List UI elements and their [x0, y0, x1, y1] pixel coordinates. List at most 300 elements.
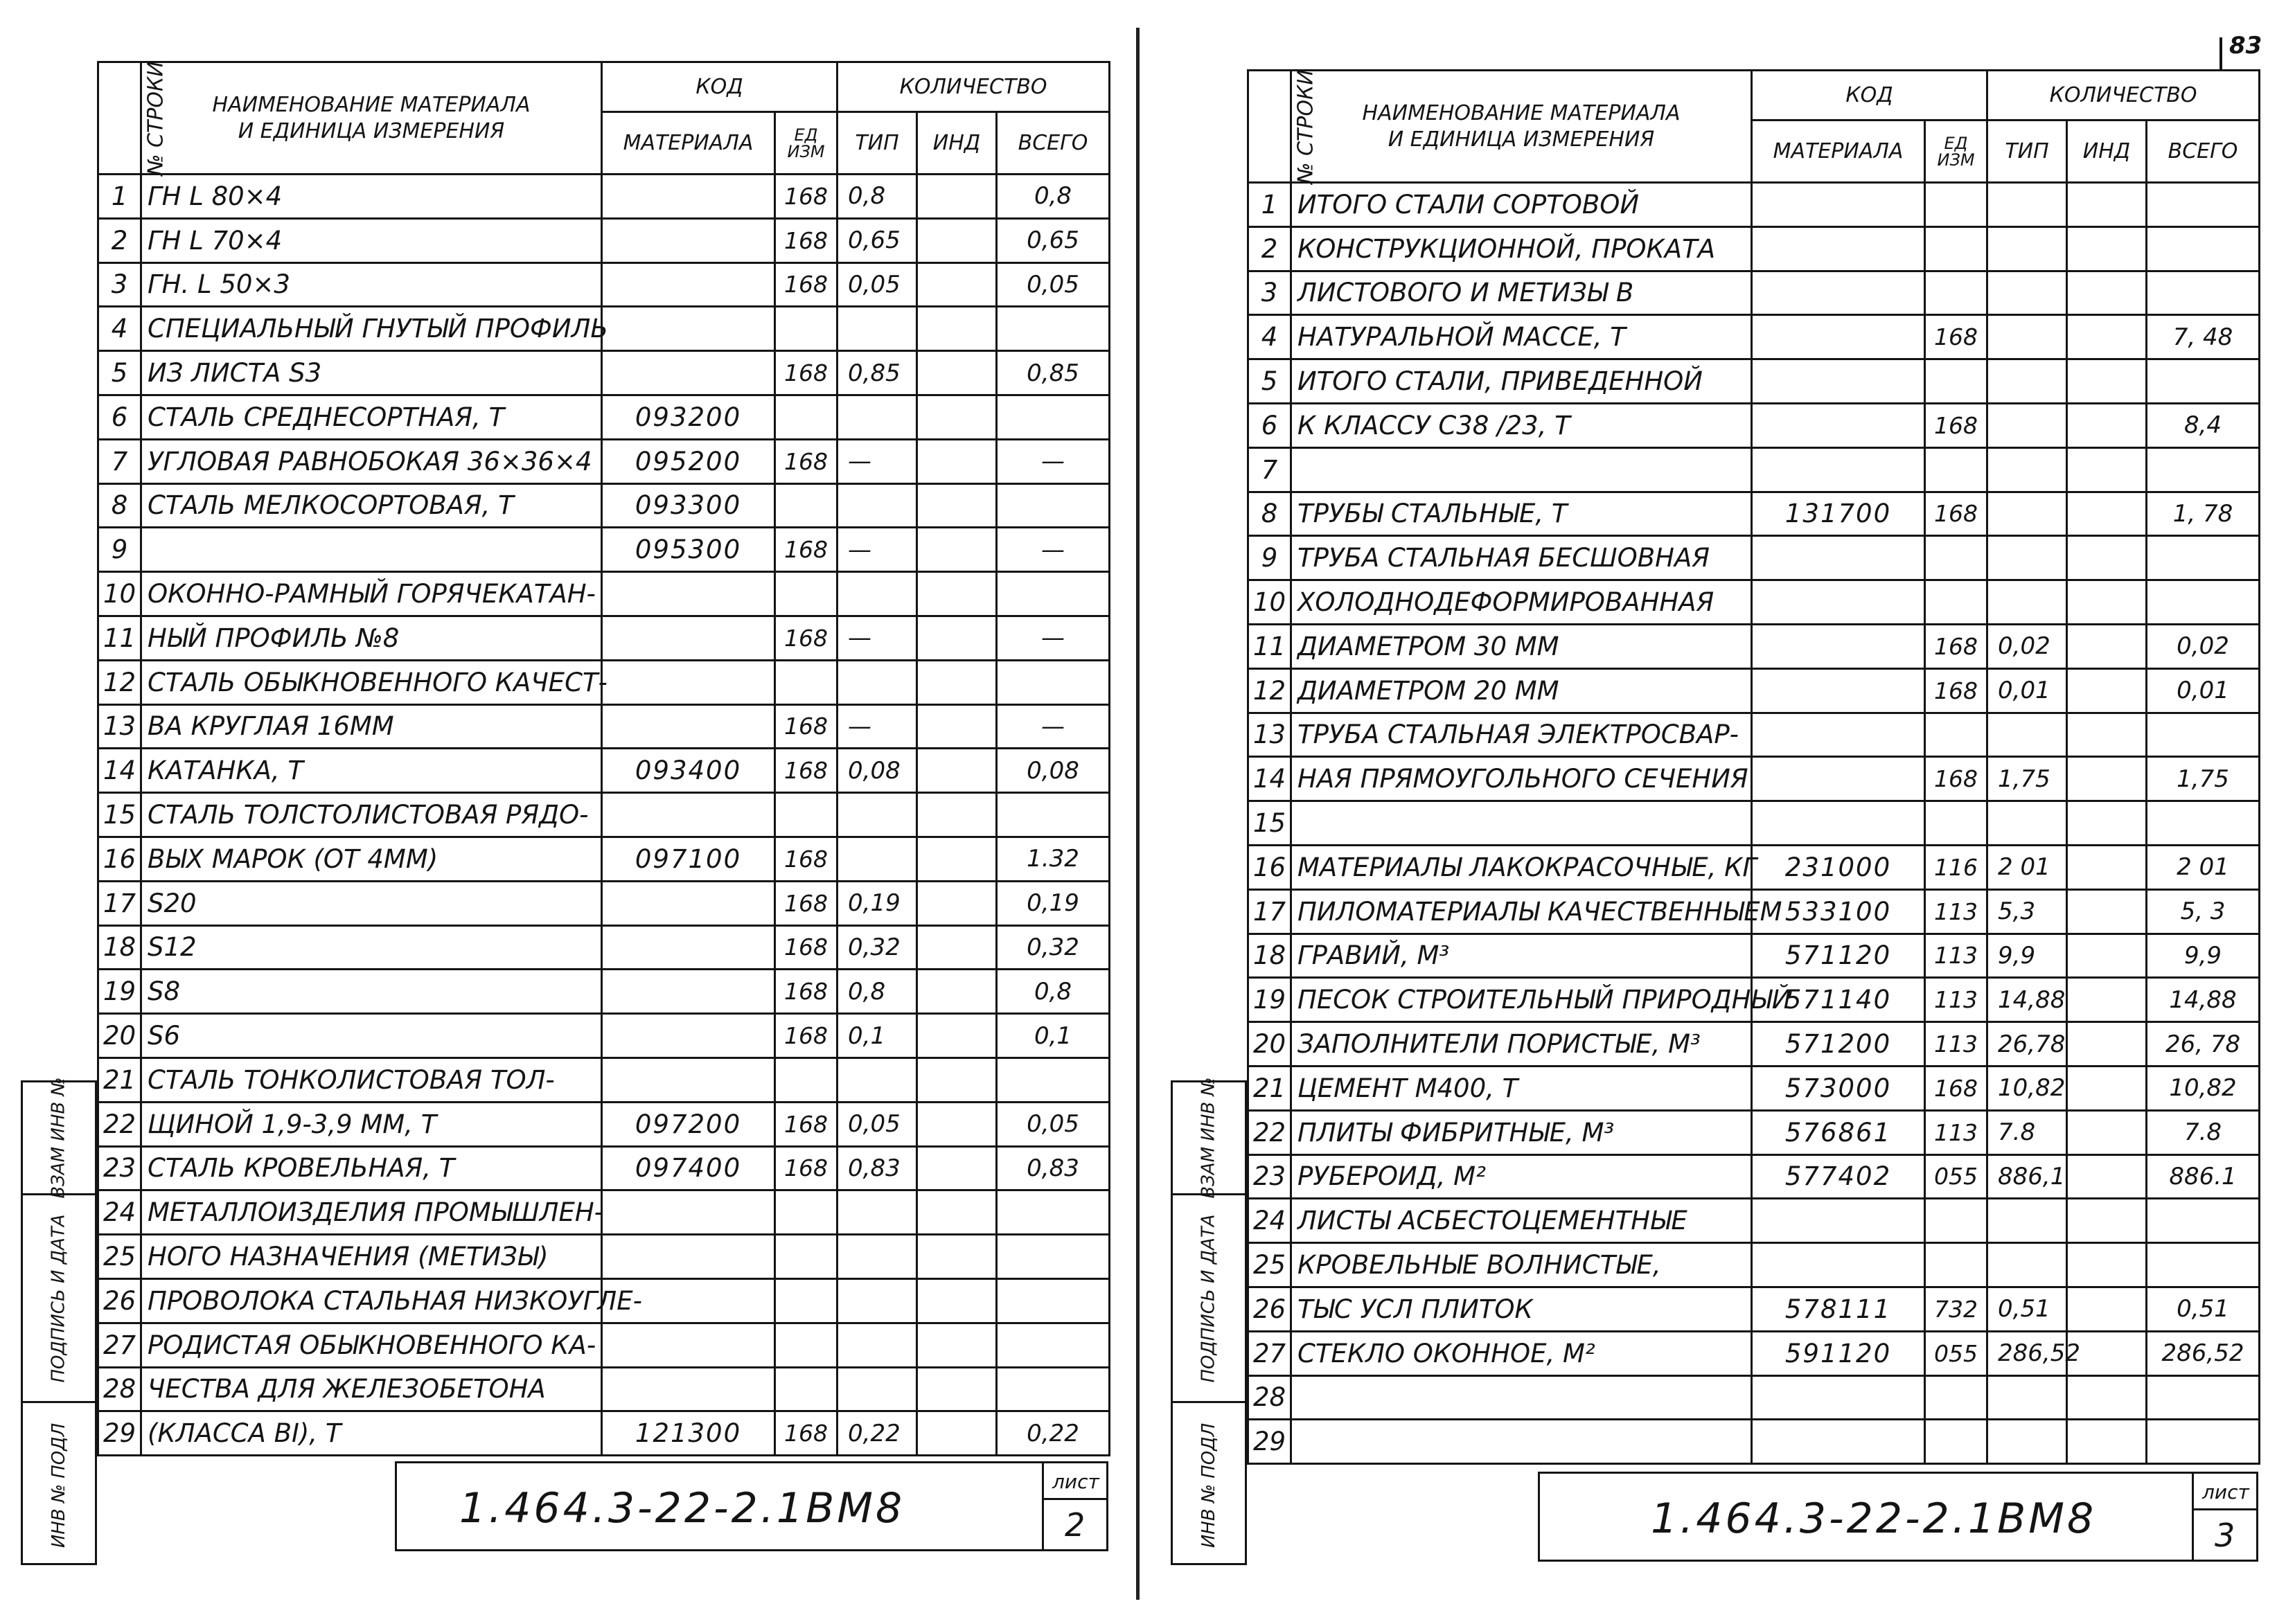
table-row: [98, 970, 1110, 1014]
qty-total: —: [997, 704, 1110, 749]
material-name: ПИЛОМАТЕРИАЛЫ КАЧЕСТВЕННЫЕМ: [1291, 889, 1752, 934]
unit-code: [775, 793, 838, 837]
material-table-left: [97, 61, 1110, 1456]
row-number: 13: [98, 704, 141, 749]
material-code: [602, 970, 775, 1014]
table-row: [1248, 1375, 2260, 1420]
material-code: 571140: [1752, 978, 1925, 1022]
side-stamp-inv-orig: ИНВ № ПОДЛ: [1173, 1401, 1245, 1567]
row-number: 29: [1248, 1420, 1291, 1464]
header-unit: ЕД ИЗМ: [775, 112, 838, 175]
row-number: 23: [1248, 1154, 1291, 1199]
material-rows-right: [1248, 183, 2260, 1464]
qty-total: [2147, 1420, 2260, 1464]
material-name: ДИАМЕТРОМ 30 ММ: [1291, 624, 1752, 668]
qty-ind: [917, 837, 997, 881]
qty-ind: [917, 881, 997, 925]
unit-code: 168: [775, 528, 838, 572]
qty-total: [997, 660, 1110, 704]
table-row: [98, 483, 1110, 528]
sheet-label: лист: [1052, 1470, 1099, 1493]
side-stamp-sign-date: ПОДПИСЬ И ДАТА: [23, 1193, 95, 1401]
material-code: 576861: [1752, 1110, 1925, 1154]
document-code: 1.464.3-22-2.1ВМ8: [459, 1484, 905, 1533]
material-name: ЧЕСТВА ДЛЯ ЖЕЛЕЗОБЕТОНА: [141, 1367, 602, 1411]
material-name: КРОВЕЛЬНЫЕ ВОЛНИСТЫЕ,: [1291, 1243, 1752, 1287]
row-number: 27: [98, 1323, 141, 1367]
material-name: [1291, 1375, 1752, 1420]
qty-ind: [917, 439, 997, 483]
qty-ind: [917, 793, 997, 837]
qty-ind: [917, 925, 997, 970]
qty-typ: [838, 307, 917, 351]
qty-total: 0,1: [997, 1014, 1110, 1058]
qty-total: [997, 395, 1110, 439]
row-number: 13: [1248, 713, 1291, 757]
material-name: СТАЛЬ СРЕДНЕСОРТНАЯ, Т: [141, 395, 602, 439]
qty-ind: [2067, 668, 2147, 713]
material-name: ТЫС УСЛ ПЛИТОК: [1291, 1287, 1752, 1331]
qty-ind: [2067, 492, 2147, 536]
qty-ind: [917, 1367, 997, 1411]
unit-code: [1925, 271, 1987, 315]
unit-code: 168: [775, 1146, 838, 1190]
material-code: [1752, 183, 1925, 227]
qty-typ: 0,65: [838, 218, 917, 262]
material-code: [1752, 1420, 1925, 1464]
unit-code: 168: [1925, 624, 1987, 668]
material-name: (КЛАССА BI), Т: [141, 1411, 602, 1456]
qty-ind: [2067, 845, 2147, 889]
qty-total: 0,05: [997, 1102, 1110, 1146]
material-code: 231000: [1752, 845, 1925, 889]
qty-typ: [1987, 580, 2067, 625]
material-name: СТАЛЬ ТОНКОЛИСТОВАЯ ТОЛ-: [141, 1058, 602, 1102]
material-code: [1752, 271, 1925, 315]
row-number: 16: [98, 837, 141, 881]
header-typ: ТИП: [838, 112, 917, 175]
qty-total: 14,88: [2147, 978, 2260, 1022]
qty-typ: 0,02: [1987, 624, 2067, 668]
qty-total: 7, 48: [2147, 315, 2260, 359]
unit-code: [1925, 580, 1987, 625]
qty-total: 0,8: [997, 970, 1110, 1014]
qty-ind: [917, 1014, 997, 1058]
header-unit: ЕД ИЗМ: [1925, 121, 1987, 183]
material-name: ОКОННО-РАМНЫЙ ГОРЯЧЕКАТАН-: [141, 572, 602, 616]
material-code: 093300: [602, 483, 775, 528]
material-name: СТАЛЬ ТОЛСТОЛИСТОВАЯ РЯДО-: [141, 793, 602, 837]
qty-typ: 26,78: [1987, 1022, 2067, 1067]
sheet-number-box: [1042, 1463, 1106, 1549]
material-code: [1752, 447, 1925, 492]
qty-total: 886.1: [2147, 1154, 2260, 1199]
row-number: 7: [98, 439, 141, 483]
table-row: [1248, 492, 2260, 536]
qty-ind: [2067, 713, 2147, 757]
unit-code: [1925, 1375, 1987, 1420]
unit-code: 168: [775, 970, 838, 1014]
qty-ind: [917, 704, 997, 749]
row-number: 14: [1248, 757, 1291, 801]
qty-ind: [2067, 226, 2147, 271]
table-row: [98, 439, 1110, 483]
material-name: ВА КРУГЛАЯ 16ММ: [141, 704, 602, 749]
unit-code: [775, 483, 838, 528]
unit-code: 168: [775, 1411, 838, 1456]
table-row: [1248, 359, 2260, 404]
material-name: НАТУРАЛЬНОЙ МАССЕ, Т: [1291, 315, 1752, 359]
qty-typ: —: [838, 704, 917, 749]
material-code: 578111: [1752, 1287, 1925, 1331]
sheet-number-divider: [1044, 1498, 1106, 1500]
row-number: 16: [1248, 845, 1291, 889]
header-code: КОД: [1752, 71, 1987, 121]
material-code: [602, 704, 775, 749]
unit-code: 168: [775, 837, 838, 881]
row-number: 20: [98, 1014, 141, 1058]
qty-ind: [917, 1102, 997, 1146]
row-number: 1: [98, 175, 141, 219]
row-number: 9: [98, 528, 141, 572]
qty-total: 1.32: [997, 837, 1110, 881]
table-row: [1248, 1022, 2260, 1067]
qty-total: 7.8: [2147, 1110, 2260, 1154]
unit-code: 168: [775, 218, 838, 262]
table-row: [1248, 1154, 2260, 1199]
title-block-right: [1538, 1472, 2258, 1562]
material-code: [602, 572, 775, 616]
material-name: ТРУБА СТАЛЬНАЯ БЕСШОВНАЯ: [1291, 536, 1752, 580]
qty-typ: [838, 572, 917, 616]
qty-typ: [838, 837, 917, 881]
qty-ind: [2067, 1154, 2147, 1199]
material-name: ГРАВИЙ, М³: [1291, 934, 1752, 978]
material-name: ПРОВОЛОКА СТАЛЬНАЯ НИЗКОУГЛЕ-: [141, 1278, 602, 1323]
side-stamp-vzam-inv: ВЗАМ ИНВ №: [1198, 1077, 1220, 1199]
row-number: 15: [1248, 801, 1291, 846]
qty-typ: 10,82: [1987, 1066, 2067, 1110]
row-number: 18: [1248, 934, 1291, 978]
side-stamp-right: [1171, 1077, 1247, 1565]
qty-typ: [1987, 403, 2067, 447]
unit-code: [775, 1190, 838, 1235]
material-code: [602, 218, 775, 262]
qty-total: 1,75: [2147, 757, 2260, 801]
row-number: 18: [98, 925, 141, 970]
qty-total: 26, 78: [2147, 1022, 2260, 1067]
header-total: ВСЕГО: [2147, 121, 2260, 183]
unit-code: 732: [1925, 1287, 1987, 1331]
row-number: 4: [98, 307, 141, 351]
qty-total: 0,19: [997, 881, 1110, 925]
sheet-right: [1247, 69, 2260, 1465]
row-number: 12: [98, 660, 141, 704]
qty-ind: [917, 262, 997, 307]
page-number: 83: [2229, 32, 2262, 60]
table-row: [1248, 1243, 2260, 1287]
qty-total: 2 01: [2147, 845, 2260, 889]
unit-code: 168: [775, 262, 838, 307]
qty-total: 0,65: [997, 218, 1110, 262]
material-name: ИТОГО СТАЛИ СОРТОВОЙ: [1291, 183, 1752, 227]
row-number: 24: [98, 1190, 141, 1235]
qty-typ: [838, 395, 917, 439]
qty-ind: [2067, 801, 2147, 846]
qty-typ: 1,75: [1987, 757, 2067, 801]
material-name: [1291, 447, 1752, 492]
material-name: S12: [141, 925, 602, 970]
row-number: 22: [1248, 1110, 1291, 1154]
qty-total: [997, 483, 1110, 528]
qty-typ: 9,9: [1987, 934, 2067, 978]
qty-total: [2147, 183, 2260, 227]
table-row: [1248, 403, 2260, 447]
material-code: 573000: [1752, 1066, 1925, 1110]
unit-code: 168: [775, 1102, 838, 1146]
qty-typ: [1987, 1199, 2067, 1243]
qty-typ: [1987, 536, 2067, 580]
qty-total: 0,85: [997, 351, 1110, 395]
unit-code: 168: [775, 1014, 838, 1058]
material-code: [602, 793, 775, 837]
row-number: 20: [1248, 1022, 1291, 1067]
unit-code: [1925, 1243, 1987, 1287]
material-name: ПЕСОК СТРОИТЕЛЬНЫЙ ПРИРОДНЫЙ: [1291, 978, 1752, 1022]
row-number: 14: [98, 749, 141, 793]
row-number: 21: [1248, 1066, 1291, 1110]
material-name: ГН L 80×4: [141, 175, 602, 219]
qty-ind: [917, 395, 997, 439]
qty-ind: [2067, 1287, 2147, 1331]
qty-typ: 286,52: [1987, 1331, 2067, 1375]
table-row: [98, 704, 1110, 749]
qty-total: 0,02: [2147, 624, 2260, 668]
qty-typ: 0,08: [838, 749, 917, 793]
qty-ind: [2067, 1243, 2147, 1287]
row-number: 26: [1248, 1287, 1291, 1331]
qty-typ: [838, 1190, 917, 1235]
row-number: 10: [1248, 580, 1291, 625]
material-code: [602, 1235, 775, 1279]
row-number: 2: [98, 218, 141, 262]
unit-code: [1925, 359, 1987, 404]
page-number-mark: [2219, 37, 2222, 69]
qty-ind: [2067, 1022, 2147, 1067]
qty-total: [997, 1190, 1110, 1235]
qty-typ: [1987, 226, 2067, 271]
unit-code: 113: [1925, 889, 1987, 934]
material-name: [1291, 801, 1752, 846]
qty-typ: [838, 1367, 917, 1411]
unit-code: 168: [775, 175, 838, 219]
unit-code: 113: [1925, 978, 1987, 1022]
qty-typ: [838, 1278, 917, 1323]
material-code: [602, 1190, 775, 1235]
material-code: 093400: [602, 749, 775, 793]
material-code: [1752, 1199, 1925, 1243]
material-name: ПЛИТЫ ФИБРИТНЫЕ, М³: [1291, 1110, 1752, 1154]
material-name: S6: [141, 1014, 602, 1058]
unit-code: 168: [1925, 315, 1987, 359]
sheet-left: [97, 61, 1110, 1456]
qty-typ: 0,22: [838, 1411, 917, 1456]
sheet-divider: [1136, 28, 1140, 1600]
header-total: ВСЕГО: [997, 112, 1110, 175]
qty-typ: [838, 793, 917, 837]
qty-total: [997, 1323, 1110, 1367]
qty-total: [2147, 1243, 2260, 1287]
material-name: МЕТАЛЛОИЗДЕЛИЯ ПРОМЫШЛЕН-: [141, 1190, 602, 1235]
qty-ind: [917, 1190, 997, 1235]
material-name: [141, 528, 602, 572]
side-stamp-inv-orig: ИНВ № ПОДЛ: [23, 1401, 95, 1567]
material-name: РУБЕРОИД, М²: [1291, 1154, 1752, 1199]
qty-total: 9,9: [2147, 934, 2260, 978]
table-row: [98, 1146, 1110, 1190]
qty-total: 10,82: [2147, 1066, 2260, 1110]
sheet-number: 2: [1065, 1506, 1086, 1544]
table-row: [1248, 713, 2260, 757]
row-number: 7: [1248, 447, 1291, 492]
table-row: [98, 925, 1110, 970]
material-name: ЩИНОЙ 1,9-3,9 ММ, Т: [141, 1102, 602, 1146]
qty-ind: [917, 749, 997, 793]
material-name: ЗАПОЛНИТЕЛИ ПОРИСТЫЕ, М³: [1291, 1022, 1752, 1067]
unit-code: [775, 1278, 838, 1323]
qty-total: 1, 78: [2147, 492, 2260, 536]
table-row: [98, 395, 1110, 439]
qty-typ: 0,83: [838, 1146, 917, 1190]
qty-ind: [917, 307, 997, 351]
unit-code: 168: [1925, 492, 1987, 536]
row-number: 28: [98, 1367, 141, 1411]
unit-code: [1925, 713, 1987, 757]
qty-ind: [2067, 403, 2147, 447]
unit-code: [1925, 536, 1987, 580]
material-code: [1752, 580, 1925, 625]
qty-total: 0,51: [2147, 1287, 2260, 1331]
unit-code: [775, 1058, 838, 1102]
material-code: [602, 616, 775, 660]
qty-ind: [2067, 183, 2147, 227]
qty-total: [2147, 536, 2260, 580]
qty-ind: [917, 483, 997, 528]
unit-code: 055: [1925, 1154, 1987, 1199]
material-code: [1752, 1243, 1925, 1287]
qty-typ: —: [838, 528, 917, 572]
qty-total: [2147, 1375, 2260, 1420]
table-row: [98, 218, 1110, 262]
document-code: 1.464.3-22-2.1ВМ8: [1651, 1494, 2097, 1543]
qty-ind: [917, 1058, 997, 1102]
material-name: ХОЛОДНОДЕФОРМИРОВАННАЯ: [1291, 580, 1752, 625]
row-number: 8: [1248, 492, 1291, 536]
row-number: 5: [1248, 359, 1291, 404]
qty-ind: [2067, 934, 2147, 978]
row-number: 3: [98, 262, 141, 307]
qty-ind: [917, 1146, 997, 1190]
qty-total: [2147, 359, 2260, 404]
header-name: НАИМЕНОВАНИЕ МАТЕРИАЛА И ЕДИНИЦА ИЗМЕРЕНИЯ: [141, 62, 602, 175]
qty-ind: [917, 1323, 997, 1367]
material-code: [1752, 403, 1925, 447]
unit-code: [1925, 801, 1987, 846]
material-name: [1291, 1420, 1752, 1464]
header-material-code: МАТЕРИАЛА: [602, 112, 775, 175]
row-number: 2: [1248, 226, 1291, 271]
unit-code: [1925, 1420, 1987, 1464]
material-name: ТРУБА СТАЛЬНАЯ ЭЛЕКТРОСВАР-: [1291, 713, 1752, 757]
material-code: [602, 351, 775, 395]
qty-typ: [1987, 801, 2067, 846]
unit-code: [775, 395, 838, 439]
material-code: 591120: [1752, 1331, 1925, 1375]
material-name: СТАЛЬ МЕЛКОСОРТОВАЯ, Т: [141, 483, 602, 528]
table-row: [1248, 757, 2260, 801]
material-code: [1752, 801, 1925, 846]
unit-code: 168: [1925, 403, 1987, 447]
table-row: [1248, 1331, 2260, 1375]
qty-typ: [1987, 713, 2067, 757]
row-number: 11: [1248, 624, 1291, 668]
qty-ind: [2067, 315, 2147, 359]
unit-code: 168: [1925, 668, 1987, 713]
qty-ind: [2067, 1420, 2147, 1464]
table-row: [98, 1278, 1110, 1323]
unit-code: 168: [775, 704, 838, 749]
qty-ind: [2067, 1375, 2147, 1420]
unit-code: 116: [1925, 845, 1987, 889]
qty-typ: [838, 1235, 917, 1279]
qty-ind: [917, 970, 997, 1014]
qty-typ: 0,51: [1987, 1287, 2067, 1331]
qty-typ: 7.8: [1987, 1110, 2067, 1154]
qty-typ: 0,05: [838, 1102, 917, 1146]
table-row: [98, 1058, 1110, 1102]
table-row: [98, 175, 1110, 219]
material-name: НАЯ ПРЯМОУГОЛЬНОГО СЕЧЕНИЯ: [1291, 757, 1752, 801]
row-number: 19: [1248, 978, 1291, 1022]
table-row: [1248, 183, 2260, 227]
qty-total: [997, 307, 1110, 351]
qty-total: 0,05: [997, 262, 1110, 307]
material-code: 093200: [602, 395, 775, 439]
qty-typ: 5,3: [1987, 889, 2067, 934]
qty-typ: [1987, 447, 2067, 492]
table-row: [1248, 447, 2260, 492]
qty-typ: 0,05: [838, 262, 917, 307]
row-number: 24: [1248, 1199, 1291, 1243]
table-row: [1248, 580, 2260, 625]
qty-total: [2147, 580, 2260, 625]
qty-ind: [2067, 536, 2147, 580]
header-row-num: № СТРОКИ: [1248, 71, 1291, 183]
qty-total: [997, 572, 1110, 616]
unit-code: [775, 1235, 838, 1279]
side-stamp-left: [21, 1077, 97, 1565]
qty-typ: —: [838, 439, 917, 483]
qty-ind: [2067, 359, 2147, 404]
material-code: 577402: [1752, 1154, 1925, 1199]
qty-typ: 14,88: [1987, 978, 2067, 1022]
material-code: 131700: [1752, 492, 1925, 536]
material-code: [602, 307, 775, 351]
material-name: ТРУБЫ СТАЛЬНЫЕ, Т: [1291, 492, 1752, 536]
material-code: 097100: [602, 837, 775, 881]
qty-typ: [1987, 1375, 2067, 1420]
qty-ind: [2067, 1066, 2147, 1110]
